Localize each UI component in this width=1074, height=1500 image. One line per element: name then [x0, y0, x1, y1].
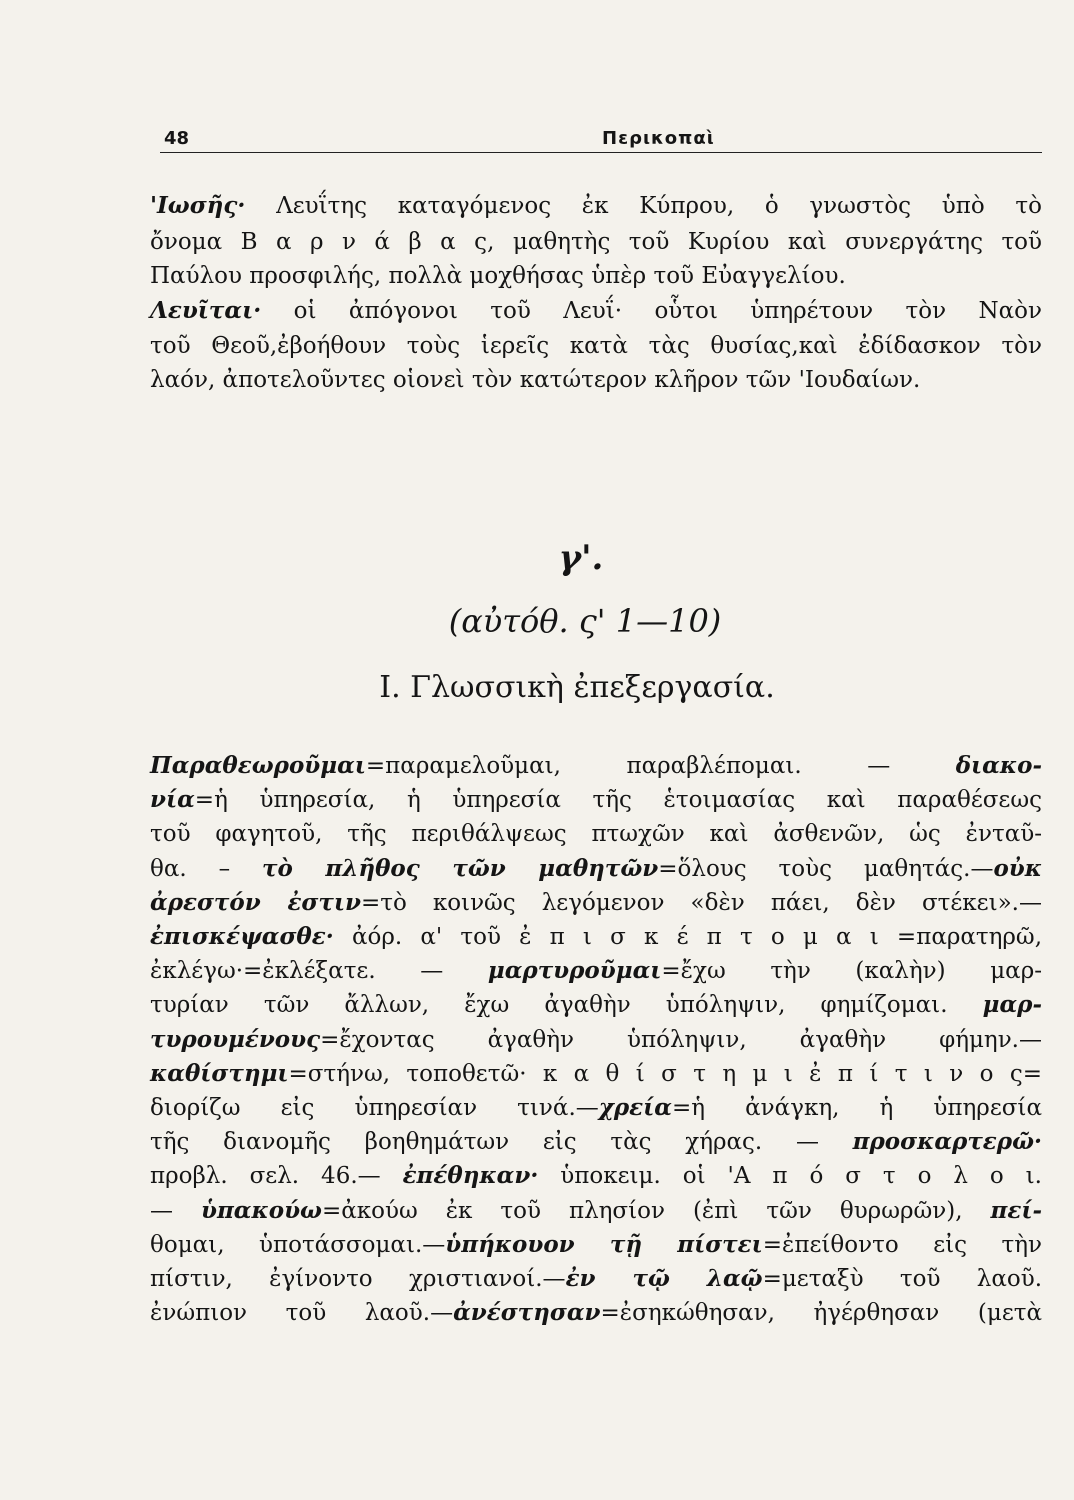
intro-line	[150, 190, 1042, 222]
intro-text: τοῦ Θεοῦ,ἐβοήθουν τοὺς ἱερεῖς κατὰ τὰς θυσίας,καὶ ἐδίδασκον τὸν	[150, 333, 1042, 359]
glossary-line	[150, 1126, 1042, 1158]
glossary-line	[150, 955, 1042, 987]
glossary-line	[150, 853, 1042, 885]
glossary-line	[150, 1229, 1042, 1261]
glossary-line	[150, 1195, 1042, 1227]
glossary-term: τὸ πλῆθος τῶν μαθητῶν	[262, 855, 659, 882]
glossary-line	[150, 1024, 1042, 1056]
glossary-term: ὑπήκουον τῇ πίστει	[445, 1231, 763, 1258]
glossary-definition: =τὸ κοινῶς λεγόμενον «δὲν πάει, δὲν στέκει».—	[360, 890, 1042, 916]
glossary-definition: =ἐπείθοντο εἰς τὴν	[762, 1232, 1042, 1258]
term-headword: 'Ιωσῆς·	[150, 192, 246, 219]
glossary-definition: θομαι, ὑποτάσσομαι.—	[150, 1232, 446, 1258]
glossary-line	[150, 784, 1042, 816]
glossary-term: καθίστημι	[150, 1060, 289, 1087]
intro-text: Λευΐτης καταγόμενος ἐκ Κύπρου, ὁ γνωστὸς ὑπὸ τὸ	[245, 193, 1042, 219]
glossary-definition: =ὅλους τοὺς μαθητάς.—	[658, 856, 994, 882]
glossary-term: ἐπέθηκαν·	[402, 1162, 539, 1189]
intro-text: ὄνομα Β α ρ ν ά β α ς, μαθητὴς τοῦ Κυρίου καὶ συνεργάτης τοῦ	[150, 229, 1042, 255]
scripture-reference: (αὐτόθ. ς' 1—10)	[448, 602, 722, 640]
glossary-definition: ἐκλέγω·=ἐκλέξατε. —	[150, 958, 488, 984]
glossary-line	[150, 1160, 1042, 1192]
glossary-term: πεί-	[990, 1197, 1042, 1224]
glossary-definition: διορίζω εἰς ὑπηρεσίαν τινά.—	[150, 1095, 599, 1121]
intro-line	[150, 330, 1042, 362]
glossary-line	[150, 1297, 1042, 1329]
page-header	[160, 126, 1042, 153]
intro-line	[150, 260, 1042, 292]
glossary-term: ὑπακούω	[201, 1197, 322, 1224]
glossary-term: μαρ-	[982, 991, 1042, 1018]
glossary-term: ἐπισκέψασθε·	[150, 923, 334, 950]
glossary-definition: θα. –	[150, 856, 262, 882]
page-number: 48	[164, 128, 190, 149]
glossary-term: νία	[150, 786, 195, 813]
glossary-line	[150, 989, 1042, 1021]
glossary-line	[150, 750, 1042, 782]
glossary-line	[150, 921, 1042, 953]
glossary-definition: ἀόρ. α' τοῦ ἐ π ι σ κ έ π τ ο μ α ι =παρατηρῶ,	[333, 924, 1042, 950]
glossary-line	[150, 818, 1042, 850]
glossary-term: προσκαρτερῶ·	[852, 1128, 1042, 1155]
glossary-term: ἐν τῷ λαῷ	[565, 1265, 763, 1292]
glossary-term: τυρουμένους	[150, 1026, 321, 1053]
glossary-line	[150, 887, 1042, 919]
glossary-definition: =στήνω, τοποθετῶ· κ α θ ί σ τ η μ ι ἐ π ί τ ι ν ο ς=	[288, 1061, 1042, 1087]
term-headword: Λευῖται·	[150, 297, 262, 324]
glossary-term: οὐκ	[993, 855, 1042, 882]
glossary-definition: =ἡ ὑπηρεσία, ἡ ὑπηρεσία τῆς ἑτοιμασίας καὶ παραθέσεως	[194, 787, 1042, 813]
intro-text: Παύλου προσφιλής, πολλὰ μοχθήσας ὑπὲρ τοῦ Εὐαγγελίου.	[150, 263, 846, 289]
glossary-definition: ὑποκειμ. οἱ 'Α π ό σ τ ο λ ο ι.	[538, 1163, 1042, 1189]
glossary-definition: ἐνώπιον τοῦ λαοῦ.—	[150, 1300, 454, 1326]
glossary-definition: =ἔχοντας ἀγαθὴν ὑπόληψιν, ἀγαθὴν φήμην.—	[320, 1027, 1042, 1053]
glossary-term: Παραθεωροῦμαι	[150, 752, 366, 779]
glossary-term: χρεία	[598, 1094, 672, 1121]
glossary-definition: =ἐσηκώθησαν, ἠγέρθησαν (μετὰ	[600, 1300, 1042, 1326]
glossary-term: μαρτυροῦμαι	[487, 957, 662, 984]
glossary-line	[150, 1263, 1042, 1295]
glossary-definition: τυρίαν τῶν ἄλλων, ἔχω ἀγαθὴν ὑπόληψιν, φημίζομαι.	[150, 992, 983, 1018]
glossary-definition: —	[150, 1198, 201, 1224]
glossary-term: ἀρεστόν ἐστιν	[150, 889, 361, 916]
glossary-term: διακο-	[955, 752, 1042, 779]
glossary-line	[150, 1092, 1042, 1124]
glossary-definition: =ἡ ἀνάγκη, ἡ ὑπηρεσία	[671, 1095, 1042, 1121]
section-title: Ι. Γλωσσικὴ ἐπεξεργασία.	[379, 670, 775, 705]
glossary-definition: τῆς διανομῆς βοηθημάτων εἰς τὰς χήρας. —	[150, 1129, 853, 1155]
section-number: γ'.	[558, 538, 604, 578]
glossary-definition: τοῦ φαγητοῦ, τῆς περιθάλψεως πτωχῶν καὶ ἀσθενῶν, ὡς ἐνταῦ-	[150, 821, 1042, 847]
glossary-definition: πίστιν, ἐγίνοντο χριστιανοί.—	[150, 1266, 566, 1292]
glossary-definition: =μεταξὺ τοῦ λαοῦ.	[762, 1266, 1043, 1292]
intro-line	[150, 364, 1042, 396]
glossary-definition: προβλ. σελ. 46.—	[150, 1163, 403, 1189]
intro-text: οἱ ἀπόγονοι τοῦ Λευΐ· οὗτοι ὑπηρέτουν τὸν Ναὸν	[261, 298, 1042, 324]
intro-line	[150, 295, 1042, 327]
glossary-definition: =ἔχω τὴν (καλὴν) μαρ-	[661, 958, 1042, 984]
glossary-definition: =ἀκούω ἐκ τοῦ πλησίον (ἐπὶ τῶν θυρωρῶν),	[321, 1198, 991, 1224]
intro-text: λαόν, ἀποτελοῦντες οἱονεὶ τὸν κατώτερον κλῆρον τῶν 'Ιουδαίων.	[150, 367, 921, 393]
glossary-term: ἀνέστησαν	[453, 1299, 601, 1326]
glossary-definition: =παραμελοῦμαι, παραβλέπομαι. —	[365, 753, 956, 779]
intro-line	[150, 226, 1042, 258]
running-title: Περικοπαὶ	[602, 128, 715, 149]
glossary-line	[150, 1058, 1042, 1090]
